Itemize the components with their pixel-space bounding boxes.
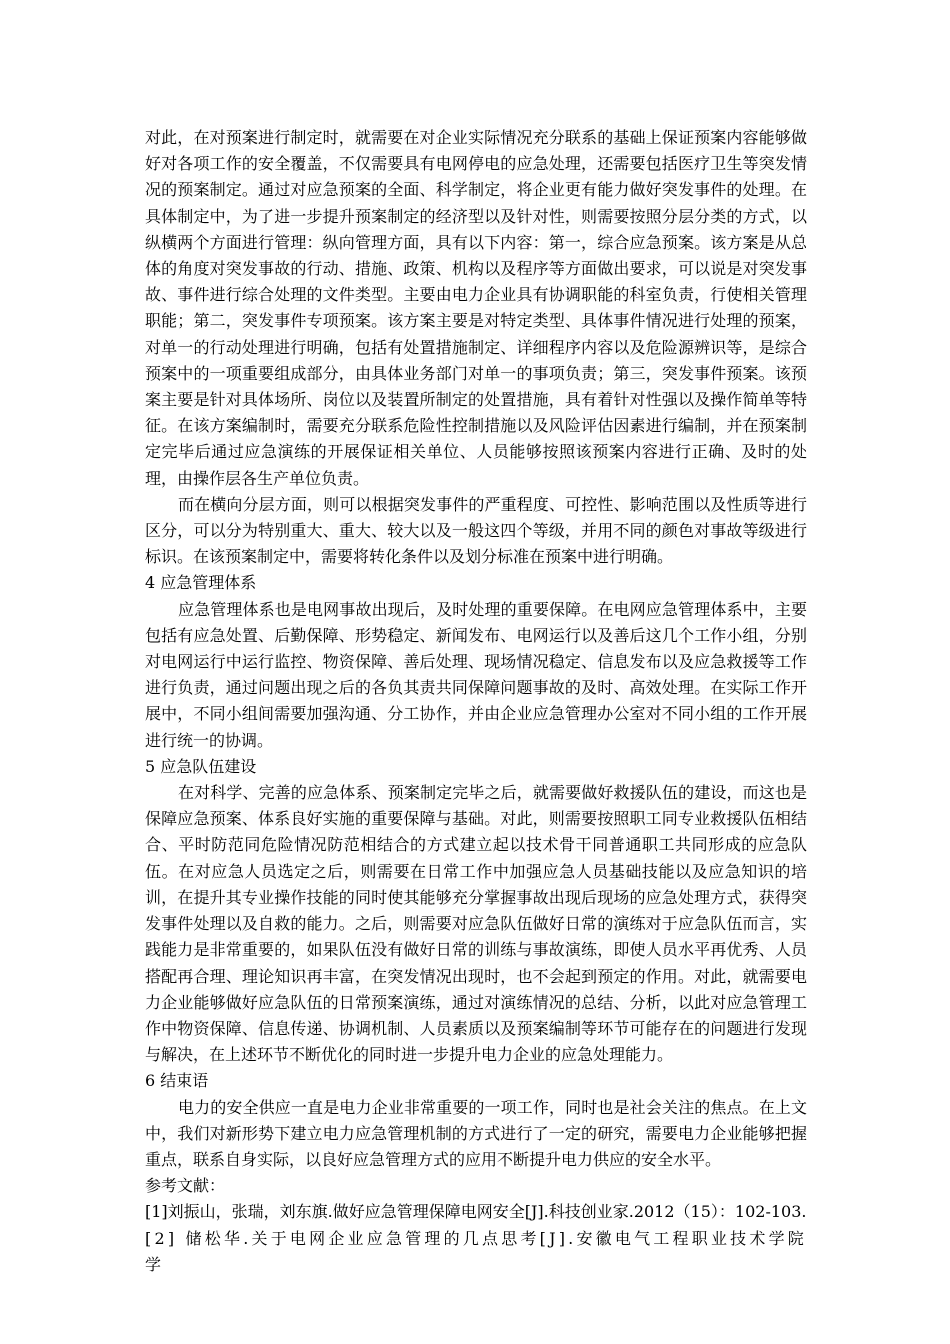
section-heading-4: 4 应急管理体系	[145, 573, 257, 593]
reference-2: [2] 储松华.关于电网企业应急管理的几点思考[J].安徽电气工程职业技术学院学	[145, 1228, 807, 1274]
paragraph-management-system: 应急管理体系也是电网事故出现后，及时处理的重要保障。在电网应急管理体系中，主要包括有应急处置、后勤保障、形势稳定、新闻发布、电网运行以及善后这几个工作小组，分别对电网运行中运行监控、物资保障、善后处理、现场情况稳定、信息发布以及应急救援等工作进行负责，通过问题出现之后的各负其责共同保障问题事故的及时、高效处理。在实际工作开展中，不同小组间需要加强沟通、分工协作，并由企业应急管理办公室对不同小组的工作开展进行统一的协调。	[145, 599, 807, 750]
section-heading-6: 6 结束语	[145, 1071, 209, 1091]
paragraph-conclusion: 电力的安全供应一直是电力企业非常重要的一项工作，同时也是社会关注的焦点。在上文中，我们对新形势下建立电力应急管理机制的方式进行了一定的研究，需要电力企业能够把握重点，联系自身实际，以良好应急管理方式的应用不断提升电力供应的安全水平。	[145, 1097, 807, 1169]
paragraph-team-building: 在对科学、完善的应急体系、预案制定完毕之后，就需要做好救援队伍的建设，而这也是保障应急预案、体系良好实施的重要保障与基础。对此，则需要按照职工同专业救援队伍相结合、平时防范同危险情况防范相结合的方式建立起以技术骨干同普通职工共同形成的应急队伍。在对应急人员选定之后，则需要在日常工作中加强应急人员基础技能以及应急知识的培训，在提升其专业操作技能的同时使其能够充分掌握事故出现后现场的应急处理方式，获得突发事件处理以及自救的能力。之后，则需要对应急队伍做好日常的演练对于应急队伍而言，实践能力是非常重要的，如果队伍没有做好日常的训练与事故演练，即使人员水平再优秀、人员搭配再合理、理论知识再丰富，在突发情况出现时，也不会起到预定的作用。对此，就需要电力企业能够做好应急队伍的日常预案演练，通过对演练情况的总结、分析，以此对应急管理工作中物资保障、信息传递、协调机制、人员素质以及预案编制等环节可能存在的问题进行发现与解决，在上述环节不断优化的同时进一步提升电力企业的应急处理能力。	[145, 783, 807, 1065]
paragraph-horizontal-levels: 而在横向分层方面，则可以根据突发事件的严重程度、可控性、影响范围以及性质等进行区分，可以分为特别重大、重大、较大以及一般这四个等级，并用不同的颜色对事故等级进行标识。在该预案制定中，需要将转化条件以及划分标准在预案中进行明确。	[145, 494, 807, 567]
paragraph-emergency-plan: 对此，在对预案进行制定时，就需要在对企业实际情况充分联系的基础上保证预案内容能够做好对各项工作的安全覆盖，不仅需要具有电网停电的应急处理，还需要包括医疗卫生等突发情况的预案制定。通过对应急预案的全面、科学制定，将企业更有能力做好突发事件的处理。在具体制定中，为了进一步提升预案制定的经济型以及针对性，则需要按照分层分类的方式，以纵横两个方面进行管理：纵向管理方面，具有以下内容：第一，综合应急预案。该方案是从总体的角度对突发事故的行动、措施、政策、机构以及程序等方面做出要求，可以说是对突发事故、事件进行综合处理的文件类型。主要由电力企业具有协调职能的科室负责，行使相关管理职能；第二，突发事件专项预案。该方案主要是对特定类型、具体事件情况进行处理的预案，对单一的行动处理进行明确，包括有处置措施制定、详细程序内容以及危险源辨识等，是综合预案中的一项重要组成部分，由具体业务部门对单一的事项负责；第三，突发事件预案。该预案主要是针对具体场所、岗位以及装置所制定的处置措施，具有着针对性强以及操作简单等特征。在该方案编制时，需要充分联系危险性控制措施以及风险评估因素进行编制，并在预案制定完毕后通过应急演练的开展保证相关单位、人员能够按照该预案内容进行正确、及时的处理，由操作层各生产单位负责。	[145, 128, 807, 488]
references-title: 参考文献：	[145, 1176, 226, 1196]
document-page	[145, 125, 807, 1278]
section-heading-5: 5 应急队伍建设	[145, 756, 257, 776]
reference-1: [1]刘振山，张瑞，刘东旗.做好应急管理保障电网安全[J].科技创业家.2012（15）：102-103.	[145, 1202, 807, 1222]
